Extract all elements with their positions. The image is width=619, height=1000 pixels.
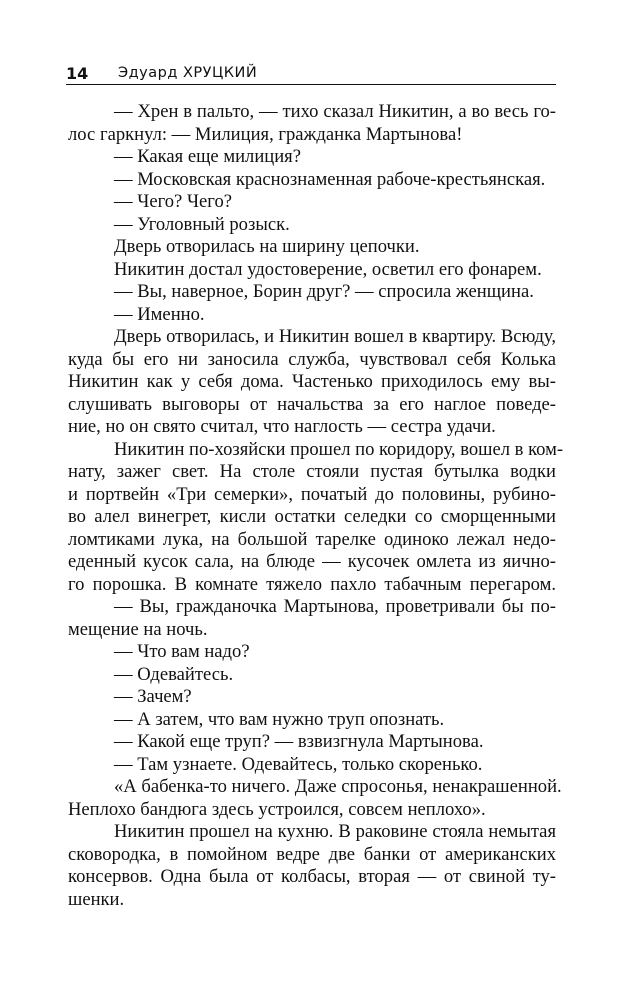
text-line: — Одевайтесь. <box>114 663 234 685</box>
text-line: — Чего? Чего? <box>114 191 232 212</box>
text-line: консервов. Одна была от колбасы, вторая — от свиной ту- <box>68 866 556 887</box>
text-line: — Московская краснознаменная рабоче-крестьянская. <box>114 168 546 190</box>
text-line: — Вы, гражданочка Мартынова, проветривали бы по- <box>114 596 556 617</box>
text-line: — Какой еще труп? — взвизгнула Мартынова. <box>114 731 484 752</box>
text-line: — Там узнаете. Одевайтесь, только скоренько. <box>114 753 483 775</box>
text-line: — Что вам надо? <box>114 641 250 662</box>
text-line: «А бабенка-то ничего. Даже спросонья, ненакрашенной. <box>114 776 562 797</box>
running-title: Эдуард ХРУЦКИЙ <box>118 65 258 81</box>
text-line: ние, но он свято считал, что наглость — сестра удачи. <box>68 416 496 437</box>
running-header <box>66 62 556 85</box>
text-line: шенки. <box>68 888 125 910</box>
text-line: — Уголовный розыск. <box>114 213 290 235</box>
text-line: лос гаркнул: — Милиция, гражданка Мартынова! <box>68 123 463 145</box>
text-line: — Зачем? <box>114 686 192 707</box>
body-text <box>68 101 564 911</box>
text-line: во алел винегрет, кисли остатки селедки со сморщенными <box>68 506 556 527</box>
text-line: — А затем, что вам нужно труп опознать. <box>114 708 445 730</box>
text-line: Никитин прошел на кухню. В раковине стояла немытая <box>114 821 556 842</box>
text-line: Никитин как у себя дома. Частенько приходилось ему вы- <box>68 371 556 392</box>
text-line: Никитин по-хозяйски прошел по коридору, вошел в ком- <box>114 438 564 460</box>
text-line: и портвейн «Три семерки», початый до половины, рубино- <box>68 483 556 505</box>
text-line: ломтиками лука, на большой тарелке одиноко лежал недо- <box>68 528 556 550</box>
text-line: нату, зажег свет. На столе стояли пустая бутылка водки <box>68 461 556 482</box>
text-line: — Вы, наверное, Борин друг? — спросила женщина. <box>114 281 534 302</box>
text-line: слушивать выговоры от начальства за его наглое поведе- <box>68 393 556 415</box>
text-line: Никитин достал удостоверение, осветил его фонарем. <box>114 258 542 280</box>
text-line: сковородка, в помойном ведре две банки от американских <box>68 843 556 865</box>
text-line: куда бы его ни заносила служба, чувствовал себя Колька <box>68 348 556 370</box>
text-line: го порошка. В комнате тяжело пахло табачным перегаром. <box>68 573 556 595</box>
text-line: мещение на ночь. <box>68 618 208 640</box>
text-line: — Какая еще милиция? <box>114 146 301 167</box>
text-line: — Хрен в пальто, — тихо сказал Никитин, а во весь го- <box>114 101 556 122</box>
text-line: — Именно. <box>114 303 205 325</box>
page-number: 14 <box>66 64 89 83</box>
text-line: Неплохо бандюга здесь устроился, совсем неплохо». <box>68 798 486 820</box>
text-line: еденный кусок сала, на блюде — кусочек омлета из яично- <box>68 551 556 572</box>
text-line: Дверь отворилась на ширину цепочки. <box>114 236 420 257</box>
text-line: Дверь отворилась, и Никитин вошел в квартиру. Всюду, <box>114 326 556 347</box>
